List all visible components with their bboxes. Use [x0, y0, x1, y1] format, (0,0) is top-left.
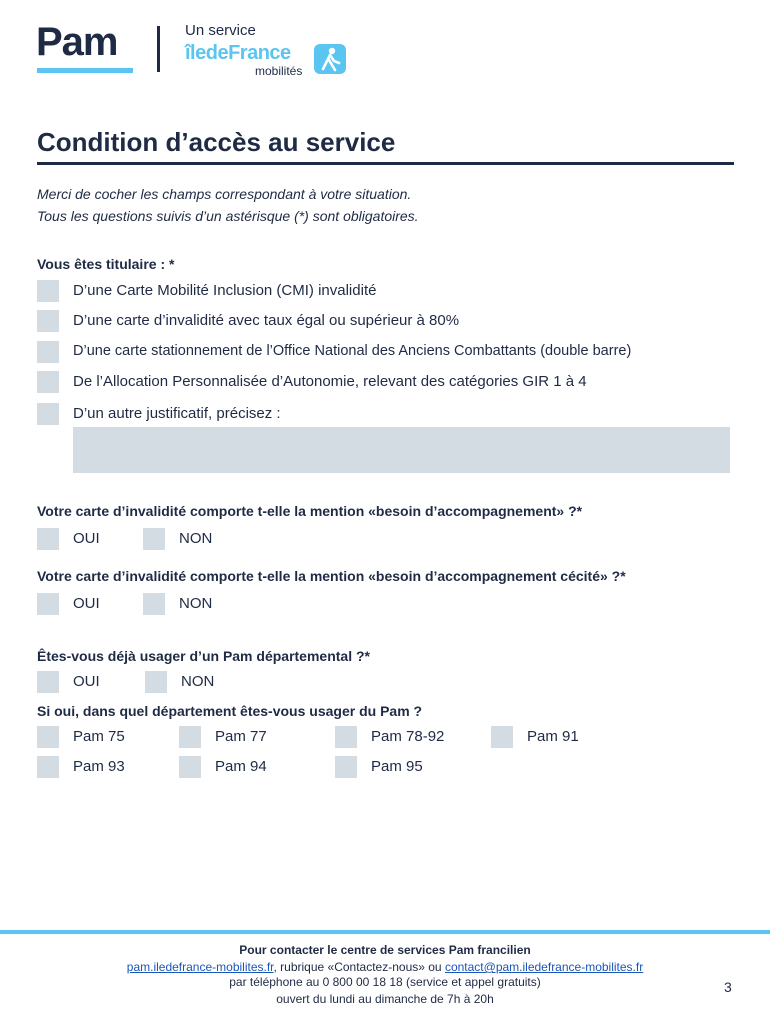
- q2-yes-checkbox[interactable]: [37, 528, 59, 550]
- q1-option-5-label: D’un autre justificatif, précisez :: [73, 405, 281, 422]
- pam-75-checkbox[interactable]: [37, 726, 59, 748]
- pam-93-checkbox[interactable]: [37, 756, 59, 778]
- website-link[interactable]: pam.iledefrance-mobilites.fr: [126, 960, 274, 974]
- q1-option-2-checkbox[interactable]: [37, 310, 59, 332]
- footer-contact-line: [0, 960, 770, 974]
- q1-option-4-checkbox[interactable]: [37, 371, 59, 393]
- walking-person-icon: [314, 44, 346, 74]
- logo-separator: [157, 26, 160, 72]
- q4-yes-checkbox[interactable]: [37, 671, 59, 693]
- pam-77-label: Pam 77: [215, 728, 267, 745]
- q3-yes-label: OUI: [73, 595, 100, 612]
- q2-no-checkbox[interactable]: [143, 528, 165, 550]
- pam-93-label: Pam 93: [73, 758, 125, 775]
- service-label: Un service: [185, 22, 256, 39]
- pam-78-92-label: Pam 78-92: [371, 728, 445, 745]
- q1-option-3-checkbox[interactable]: [37, 341, 59, 363]
- pam-95-checkbox[interactable]: [335, 756, 357, 778]
- q1-option-4-label: De l’Allocation Personnalisée d’Autonomie, relevant des catégories GIR 1 à 4: [73, 373, 587, 390]
- q4-no-checkbox[interactable]: [145, 671, 167, 693]
- q4-yes-label: OUI: [73, 673, 100, 690]
- footer-hours: ouvert du lundi au dimanche de 7h à 20h: [276, 992, 494, 1006]
- footer-phone: par téléphone au 0 800 00 18 18 (service et appel gratuits): [229, 975, 541, 989]
- footer-divider: [0, 930, 770, 934]
- q3-no-label: NON: [179, 595, 213, 612]
- pam-91-checkbox[interactable]: [491, 726, 513, 748]
- q4-no-label: NON: [181, 673, 215, 690]
- partner-logo-sub: mobilités: [255, 64, 303, 78]
- pam-78-92-checkbox[interactable]: [335, 726, 357, 748]
- q1-option-1-checkbox[interactable]: [37, 280, 59, 302]
- q1-option-5-checkbox[interactable]: [37, 403, 59, 425]
- page-title: Condition d’accès au service: [37, 127, 396, 157]
- footer-heading: Pour contacter le centre de services Pam francilien: [239, 943, 531, 957]
- q1-option-2-label: D’une carte d’invalidité avec taux égal ou supérieur à 80%: [73, 312, 460, 329]
- q3-label: Votre carte d’invalidité comporte t-elle la mention «besoin d’accompagnement cécité» ?*: [37, 568, 626, 584]
- pam-95-label: Pam 95: [371, 758, 423, 775]
- intro-line-2: Tous les questions suivis d’un astérisque (*) sont obligatoires.: [37, 208, 419, 224]
- other-justification-field[interactable]: [73, 427, 730, 473]
- page-number: 3: [724, 979, 732, 995]
- q1-option-3-label: D’une carte stationnement de l’Office National des Anciens Combattants (double barre): [73, 343, 632, 359]
- q2-label: Votre carte d’invalidité comporte t-elle la mention «besoin d’accompagnement» ?*: [37, 503, 583, 519]
- q2-yes-label: OUI: [73, 530, 100, 547]
- q2-no-label: NON: [179, 530, 213, 547]
- pam-logo: Pam: [36, 20, 118, 64]
- q3-yes-checkbox[interactable]: [37, 593, 59, 615]
- q1-label: Vous êtes titulaire : *: [37, 256, 175, 272]
- logo-underline: [37, 68, 133, 73]
- q4-label: Êtes-vous déjà usager d’un Pam départemental ?*: [37, 648, 370, 664]
- pam-77-checkbox[interactable]: [179, 726, 201, 748]
- partner-logo-text: îledeFrance: [185, 42, 291, 64]
- q5-label: Si oui, dans quel département êtes-vous usager du Pam ?: [37, 703, 423, 719]
- intro-line-1: Merci de cocher les champs correspondant à votre situation.: [37, 186, 412, 202]
- pam-91-label: Pam 91: [527, 728, 579, 745]
- pam-94-label: Pam 94: [215, 758, 267, 775]
- email-link[interactable]: contact@pam.iledefrance-mobilites.fr: [444, 960, 644, 974]
- pam-94-checkbox[interactable]: [179, 756, 201, 778]
- pam-75-label: Pam 75: [73, 728, 125, 745]
- q3-no-checkbox[interactable]: [143, 593, 165, 615]
- q1-option-1-label: D’une Carte Mobilité Inclusion (CMI) invalidité: [73, 282, 377, 299]
- title-divider: [37, 162, 734, 165]
- footer-contact-middle: , rubrique «Contactez-nous» ou: [273, 960, 445, 974]
